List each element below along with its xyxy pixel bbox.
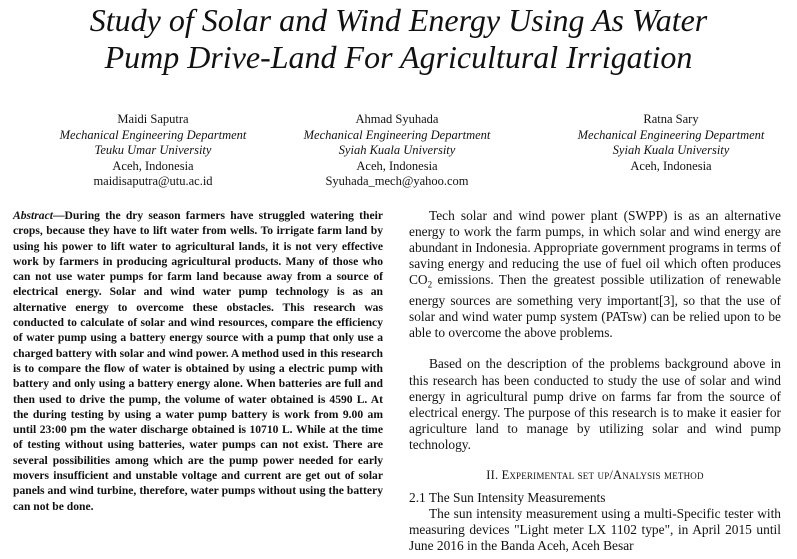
section-number: II. [486, 467, 499, 482]
abstract-text: —During the dry season farmers have struggled watering their crops, because they have to lift water from wells. To irrigate farm land by using his power to lift water to agricultural lands, it is not very effective work by farmers in producing agricultural products. Many of those who can not use water pumps for farm land because away from a source of electrical energy. Solar and wind water pump technology is as an alternative energy to overcome these obstacles. This research was conducted to calculate of solar and wind resources, compare the efficiency of water pump using a battery energy source with a pump that only use a charged battery with solar and wind power. A method used in this research is to compare the flow of water is obtained by using a electric pump with battery and only using a battery energy alone. When batteries are full and then used to drive the pump, the volume of water obtained is 4590 L. At the during testing by using a water pump battery is work from 9.00 am until 23:00 pm the water discharge obtained is 10710 L. While at the time of testing without using batteries, water pumps can not exist. There are several possibilities among which are the pump power needed for early movers insufficient and unstable voltage and current are get out of solar panels and wind turbine, therefore, water pumps without using the battery can not be done. [13, 209, 383, 513]
author-name: Maidi Saputra [117, 112, 189, 126]
author-department: Mechanical Engineering Department [59, 127, 247, 142]
author-department: Mechanical Engineering Department [577, 127, 765, 142]
subsection-heading: 2.1 The Sun Intensity Measurements [409, 490, 606, 506]
author-block-2 [277, 112, 517, 190]
paragraph-1-text-cont: emissions. Then the greatest possible utilization of renewable energy sources are something very important[3], so that the use of solar and wind water pump system (PATsw) can be relied upon to be able to overcome the above problems. [409, 272, 781, 341]
author-email[interactable]: Syuhada_mech@yahoo.com [325, 174, 469, 188]
section-heading [409, 467, 781, 483]
author-block-3 [551, 112, 791, 174]
section-title: Experimental set up/Analysis method [501, 467, 704, 482]
abstract-column [13, 208, 383, 514]
author-university: Teuku Umar University [94, 143, 212, 157]
paragraph-1 [409, 208, 781, 341]
paper-title [0, 2, 797, 76]
author-university: Syiah Kuala University [612, 143, 730, 157]
paragraph-1-text: Tech solar and wind power plant (SWPP) is as an alternative energy to work the farm pumps, in which solar and wind energy are abundant in Indonesia. Appropriate government programs in terms of saving energy and reducing the use of fuel oil which often produces CO [409, 208, 781, 288]
paragraph-2: Based on the description of the problems background above in this research has been conducted to study the use of solar and wind energy in agricultural pump drive on farms far from the source of electrical energy. The purpose of this research is to make it easier for agriculture land to manage by utilizing solar and wind pump technology. [409, 356, 781, 452]
author-location: Aceh, Indonesia [356, 158, 438, 173]
paragraph-3: The sun intensity measurement using a multi-Specific tester with measuring devices "Light meter LX 1102 type", in April 2015 until June 2016 in the Banda Aceh, Aceh Besar [409, 506, 781, 554]
author-name: Ratna Sary [643, 112, 699, 126]
title-line-2: Pump Drive-Land For Agricultural Irrigation [104, 39, 693, 75]
author-name: Ahmad Syuhada [355, 112, 439, 126]
author-email[interactable]: maidisaputra@utu.ac.id [93, 174, 213, 188]
author-department: Mechanical Engineering Department [303, 127, 491, 142]
title-line-1: Study of Solar and Wind Energy Using As Water [89, 2, 708, 38]
body-column [409, 208, 781, 554]
author-location: Aceh, Indonesia [112, 158, 194, 173]
author-university: Syiah Kuala University [338, 143, 456, 157]
co2-subscript: 2 [427, 280, 433, 291]
abstract-label: Abstract [13, 209, 53, 222]
author-block-1 [33, 112, 273, 190]
author-location: Aceh, Indonesia [630, 158, 712, 173]
